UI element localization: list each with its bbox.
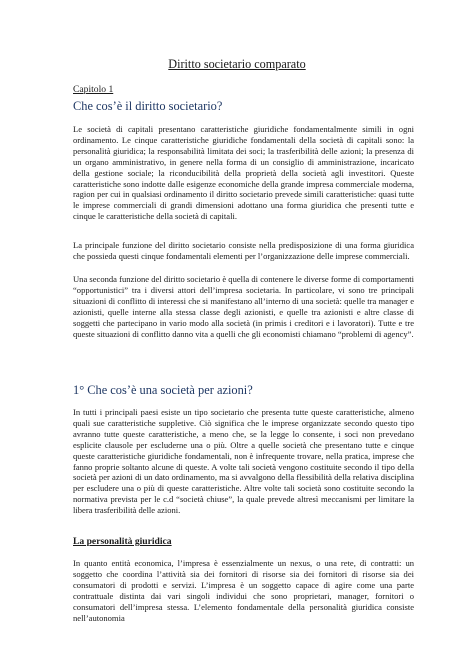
subsection-heading-personalita-giuridica: La personalità giuridica <box>73 536 172 547</box>
paragraph-block <box>73 124 414 222</box>
paragraph: In tutti i principali paesi esiste un tipo societario che presenta tutte queste caratteristiche, almeno quali sue caratteristiche suppletive. Ciò significa che le imprese organizzate secondo questo tipo avranno tutte queste caratteristiche, a meno che, se la legge lo consente, i soci non prevedano esplicite clausole per escluderne una o più. Oltre a quelle società che presentano tutte e cinque queste caratteristiche giuridiche fondamentali, non è infrequente trovare, nella pratica, imprese che fanno proprie soltanto alcune di queste. A volte tali società vengono costituite secondo il tipo della società per azioni di un dato ordinamento, ma si avvalgono della flessibilità della relativa disciplina per escludere una o più di queste caratteristiche. Altre volte tali società sono costituite secondo la normativa prevista per le c.d “società chiuse”, la quale prevede altresì meccanismi per limitare la libera trasferibilità delle azioni. <box>73 407 414 516</box>
section-heading-societa-per-azioni: 1° Che cos’è una società per azioni? <box>73 383 253 397</box>
paragraph: Le società di capitali presentano caratteristiche giuridiche fondamentalmente simili in ogni ordinamento. Le cinque caratteristiche giuridiche fondamentali della società di capitali sono: la personalità giuridica; la responsabilità limitata dei soci; la trasferibilità delle azioni; la presenza di un organo amministrativo, in genere nella forma di un consiglio di amministrazione, incaricato della gestione sociale; la riconducibilità della proprietà della società agli investitori. Queste caratteristiche sono indotte dalle esigenze economiche della grande impresa commerciale moderna, ragion per cui in qualsiasi ordinamento il diritto societario prevede simili caratteristiche: quasi tutte le imprese commerciali di grandi dimensioni adottano una forma giuridica che presenti tutte e cinque le caratteristiche della società di capitali. <box>73 124 414 222</box>
paragraph-block <box>73 407 414 516</box>
chapter-label: Capitolo 1 <box>73 84 114 95</box>
section-heading-diritto-societario: Che cos’è il diritto societario? <box>73 99 223 113</box>
paragraph-block <box>73 240 414 262</box>
paragraph: In quanto entità economica, l’impresa è essenzialmente un nexus, o una rete, di contratti: un soggetto che coordina l’attività sia dei fornitori di risorse sia dei fornitori di risorse sia dei consumatori di prodotti e servizi. L’impresa è un soggetto capace di agire come una parte contrattuale distinta dai vari singoli individui che sono proprietari, manager, fornitori o consumatori dell’impresa stessa. L’elemento fondamentale della personalità giuridica consiste nell’autonomia <box>73 558 414 623</box>
paragraph: La principale funzione del diritto societario consiste nella predisposizione di una forma giuridica che possieda questi cinque fondamentali elementi per l’organizzazione delle imprese commerciali. <box>73 240 414 261</box>
paragraph-block <box>73 274 414 339</box>
document-title: Diritto societario comparato <box>168 57 306 71</box>
paragraph: Una seconda funzione del diritto societario è quella di contenere le diverse forme di comportamenti “opportunistici” tra i diversi attori dell’impresa societaria. In particolare, vi sono tre principali situazioni di conflitto di interessi che si manifestano all’interno di una società: quelle tra manager e azionisti, quelle interne alla stessa classe degli azionisti, e quelle tra azionisti e altre classe di soggetti che partecipano in vario modo alla società (in primis i creditori e i lavoratori). Tutte e tre queste situazioni di conflitto danno vita a quelli che gli economisti chiamano “problemi di agency”. <box>73 274 414 339</box>
paragraph-block <box>73 558 414 623</box>
